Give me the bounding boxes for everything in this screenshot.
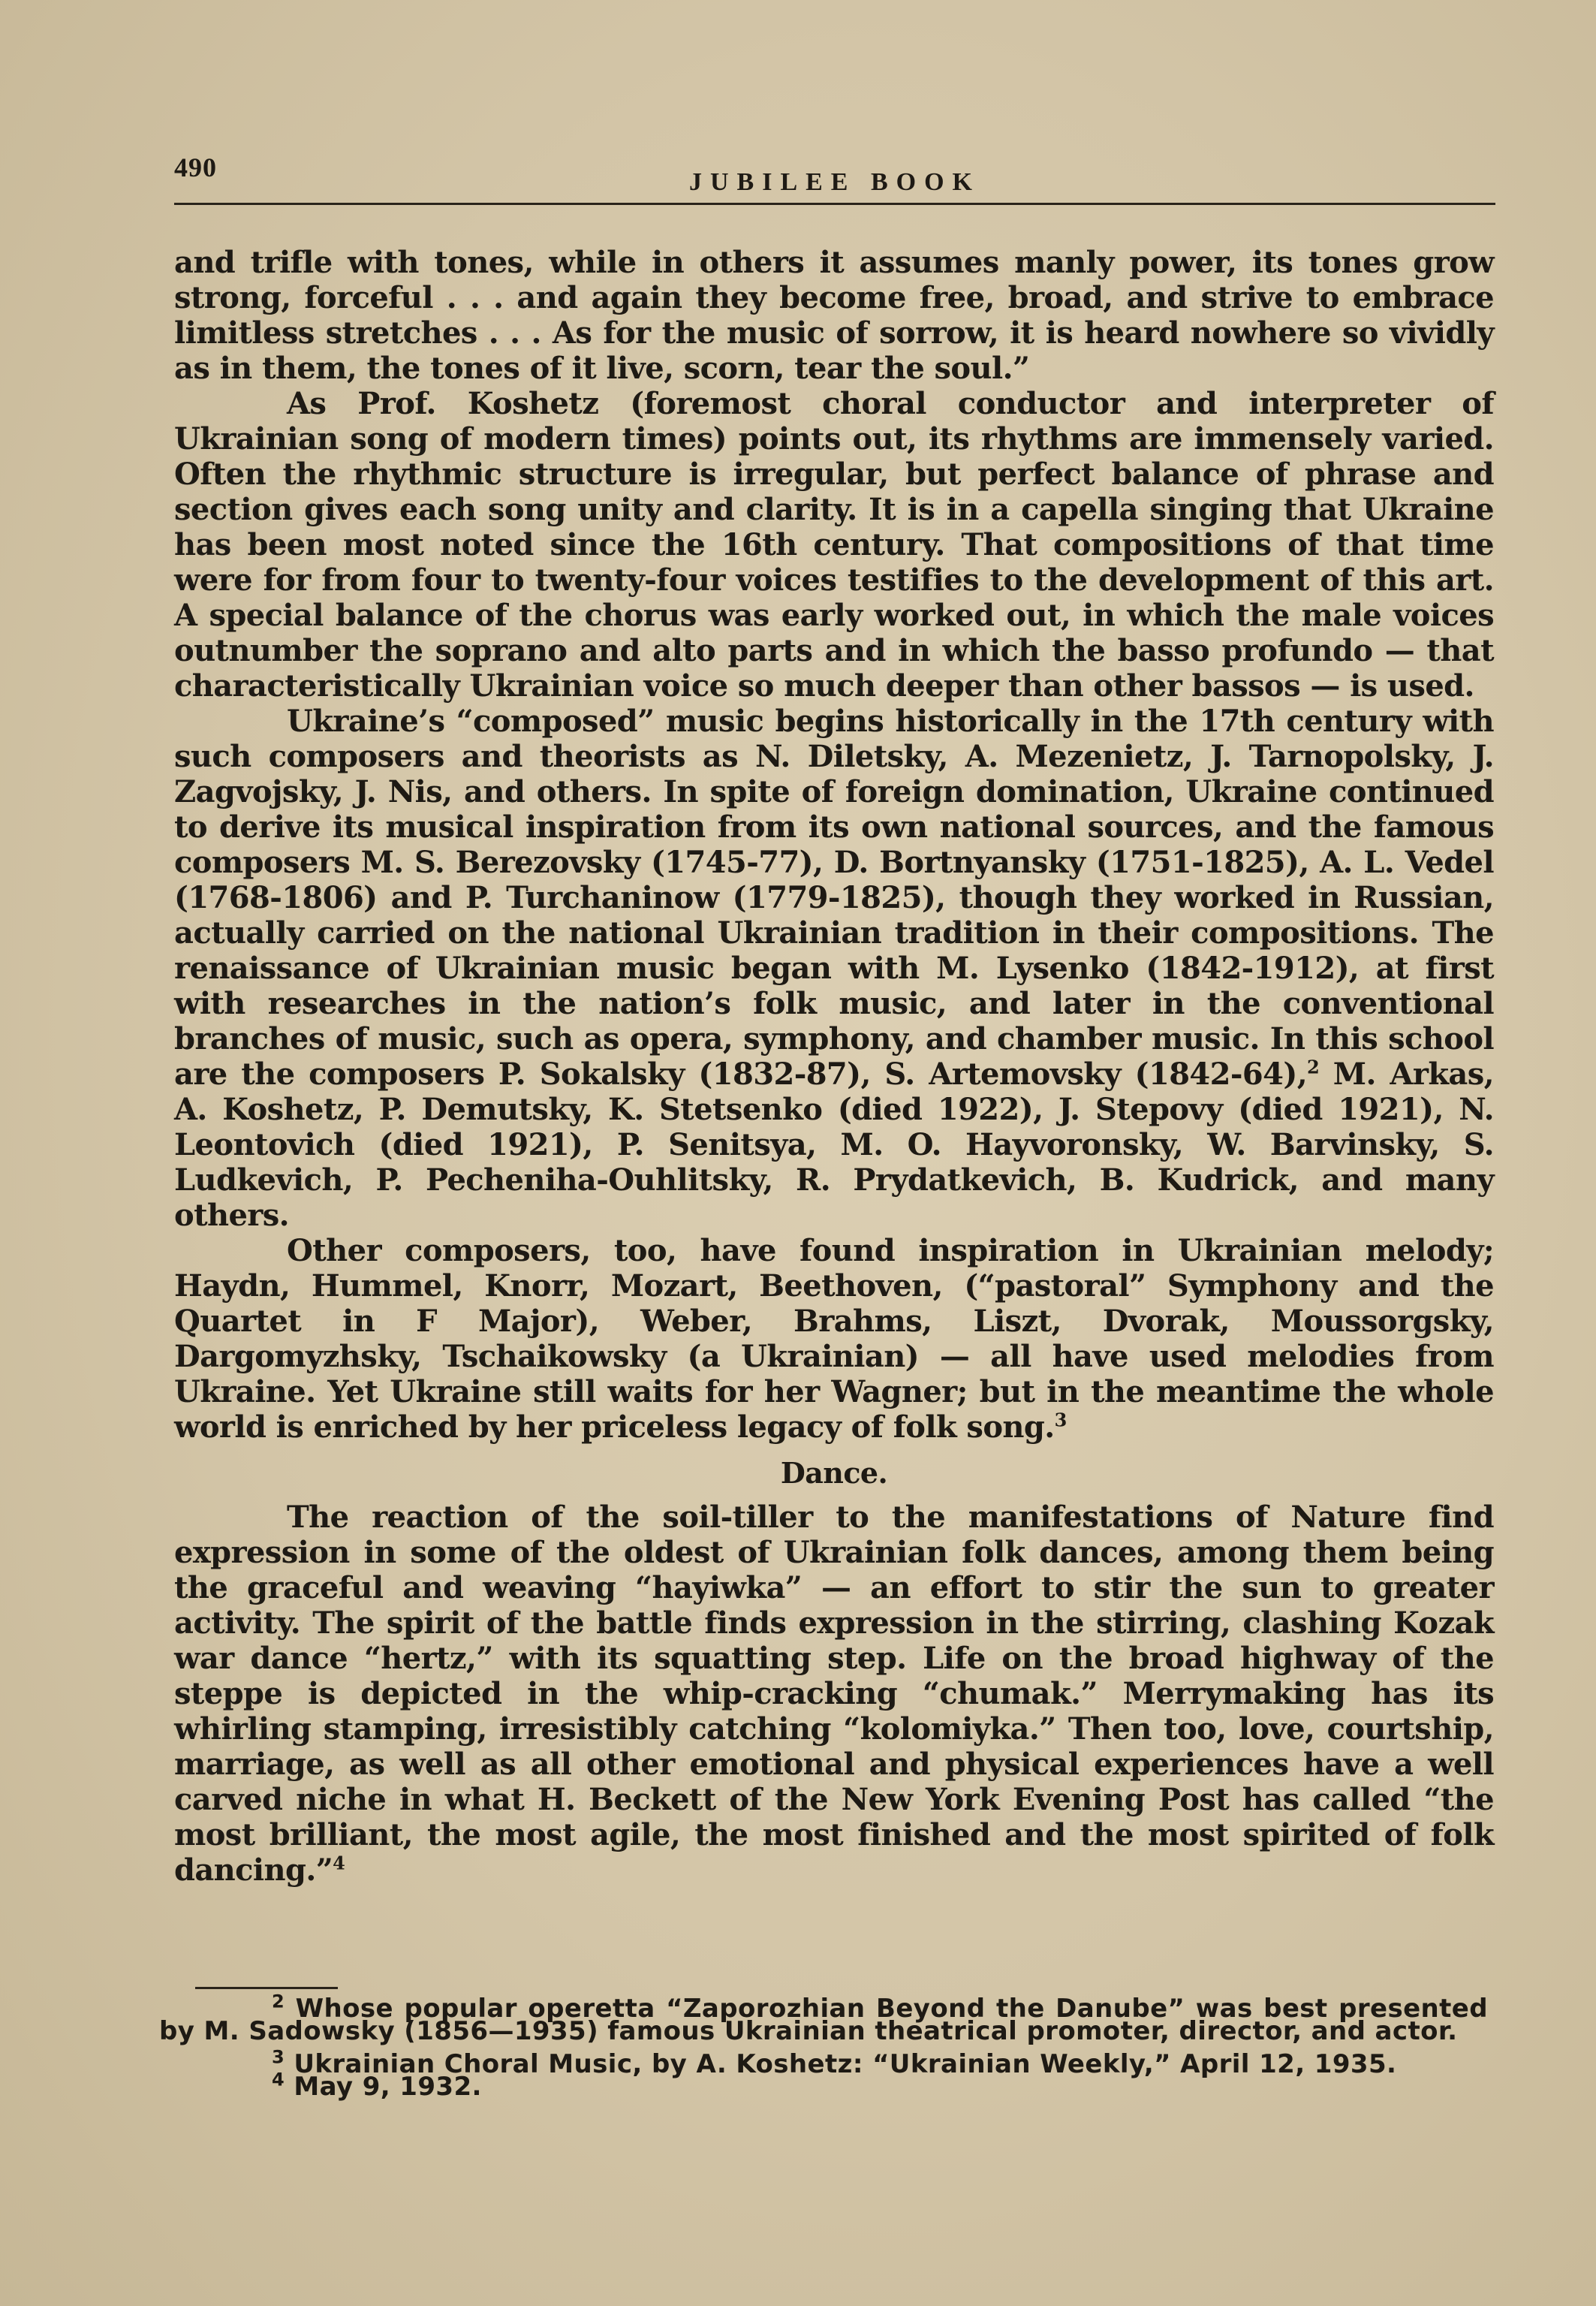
paragraph-text: The reaction of the soil-tiller to the manifestations of Nature find expression in some of the oldest of Ukrainian folk dances, among them being the graceful and weaving “hayiwka” — an effort to stir the sun to greater activity. The spirit of the battle finds expression in the stirring, clashing Kozak war dance “hertz,” with its squatting step. Life on the broad highway of the steppe is depicted in the whip-cracking “chumak.” Merrymaking has its whirling stamping, irresistibly catching “kolomiyka.” Then too, love, courtship, marriage, as well as all other emotional and physical experiences have a well carved niche in what H. Beckett of the New York Evening Post has called “the most brilliant, the most agile, the most finished and the most spirited of folk dancing.” <box>174 1500 1494 1888</box>
paragraph-text: Ukraine’s “composed” music begins historically in the 17th century with such composers and theorists as N. Diletsky, A. Mezenietz, J. Tarnopolsky, J. Zagvojsky, J. Nis, and others. In spite of foreign domination, Ukraine continued to derive its musical inspiration from its own national sources, and the famous composers M. S. Berezovsky (1745-77), D. Bortnyansky (1751-1825), A. L. Vedel (1768-1806) and P. Turchaninow (1779-1825), though they worked in Russian, actually carried on the national Ukrainian tradition in their compositions. The renaissance of Ukrainian music began with M. Lysenko (1842-1912), at first with researches in the nation’s folk music, and later in the conventional branches of music, such as opera, symphony, and chamber music. In this school are the composers P. Sokalsky (1832-87), S. Artemovsky (1842-64), <box>174 704 1494 1092</box>
page-number: 490 <box>174 152 217 182</box>
footnote-2 <box>159 1991 1488 2046</box>
footnote-text: Ukrainian Choral Music, by A. Koshetz: “Ukrainian Weekly,” April 12, 1935. <box>294 2049 1397 2079</box>
footnote-marker: 3 <box>272 2046 285 2068</box>
footnote-ref: 3 <box>1054 1409 1067 1431</box>
footnotes <box>159 1991 1488 2109</box>
running-title: JUBILEE BOOK <box>688 168 980 196</box>
paragraph-other-composers <box>174 1233 1494 1445</box>
footnote-text: May 9, 1932. <box>294 2072 482 2102</box>
footnote-ref: 2 <box>1307 1056 1320 1078</box>
section-heading-dance: Dance. <box>780 1456 888 1490</box>
footnote-marker: 2 <box>272 1991 285 2012</box>
paragraph-text: M. Arkas, A. Koshetz, P. Demutsky, K. Stetsenko (died 1922), J. Stepovy (died 1921), N. Leontovich (died 1921), P. Senitsya, M. O. Hayvoronsky, W. Barvinsky, S. Ludkevich, P. Pecheniha-Ouhlitsky, R. Prydatkevich, B. Kudrick, and many others. <box>174 1057 1494 1233</box>
paragraph-continued: and trifle with tones, while in others it assumes manly power, its tones grow strong, forceful . . . and again they become free, broad, and strive to embrace limitless stretches . . . As for the music of sorrow, it is heard nowhere so vividly as in them, the tones of it live, scorn, tear the soul.” <box>174 245 1494 386</box>
paragraph-composed-music <box>174 704 1494 1233</box>
footnote-text: Whose popular operetta “Zaporozhian Beyond the Danube” was best presented by M. Sadowsky (1856—1935) famous Ukrainian theatrical promoter, director, and actor. <box>159 1994 1488 2046</box>
page-header <box>174 144 1495 204</box>
paragraph-text: Other composers, too, have found inspiration in Ukrainian melody; Haydn, Hummel, Knorr, Mozart, Beethoven, (“pastoral” Symphony and the Quartet in F Major), Weber, Brahms, Liszt, Dvorak, Moussorgsky, Dargomyzhsky, Tschaikowsky (a Ukrainian) — all have used melodies from Ukraine. Yet Ukraine still waits for her Wagner; but in the meantime the whole world is enriched by her priceless legacy of folk song. <box>174 1233 1494 1445</box>
footnote-rule <box>195 1987 338 1989</box>
paragraph-dance <box>174 1500 1494 1888</box>
paragraph-koshetz: As Prof. Koshetz (foremost choral conductor and interpreter of Ukrainian song of modern times) points out, its rhythms are immensely varied. Often the rhythmic structure is irregular, but perfect balance of phrase and section gives each song unity and clarity. It is in a capella singing that Ukraine has been most noted since the 16th century. That compositions of that time were for from four to twenty-four voices testifies to the development of this art. A special balance of the chorus was early worked out, in which the male voices outnumber the soprano and alto parts and in which the basso profundo — that characteristically Ukrainian voice so much deeper than other bassos — is used. <box>174 386 1494 704</box>
footnote-marker: 4 <box>272 2069 285 2090</box>
footnote-ref: 4 <box>333 1852 345 1874</box>
body-text <box>174 245 1494 1888</box>
header-rule <box>174 203 1495 205</box>
